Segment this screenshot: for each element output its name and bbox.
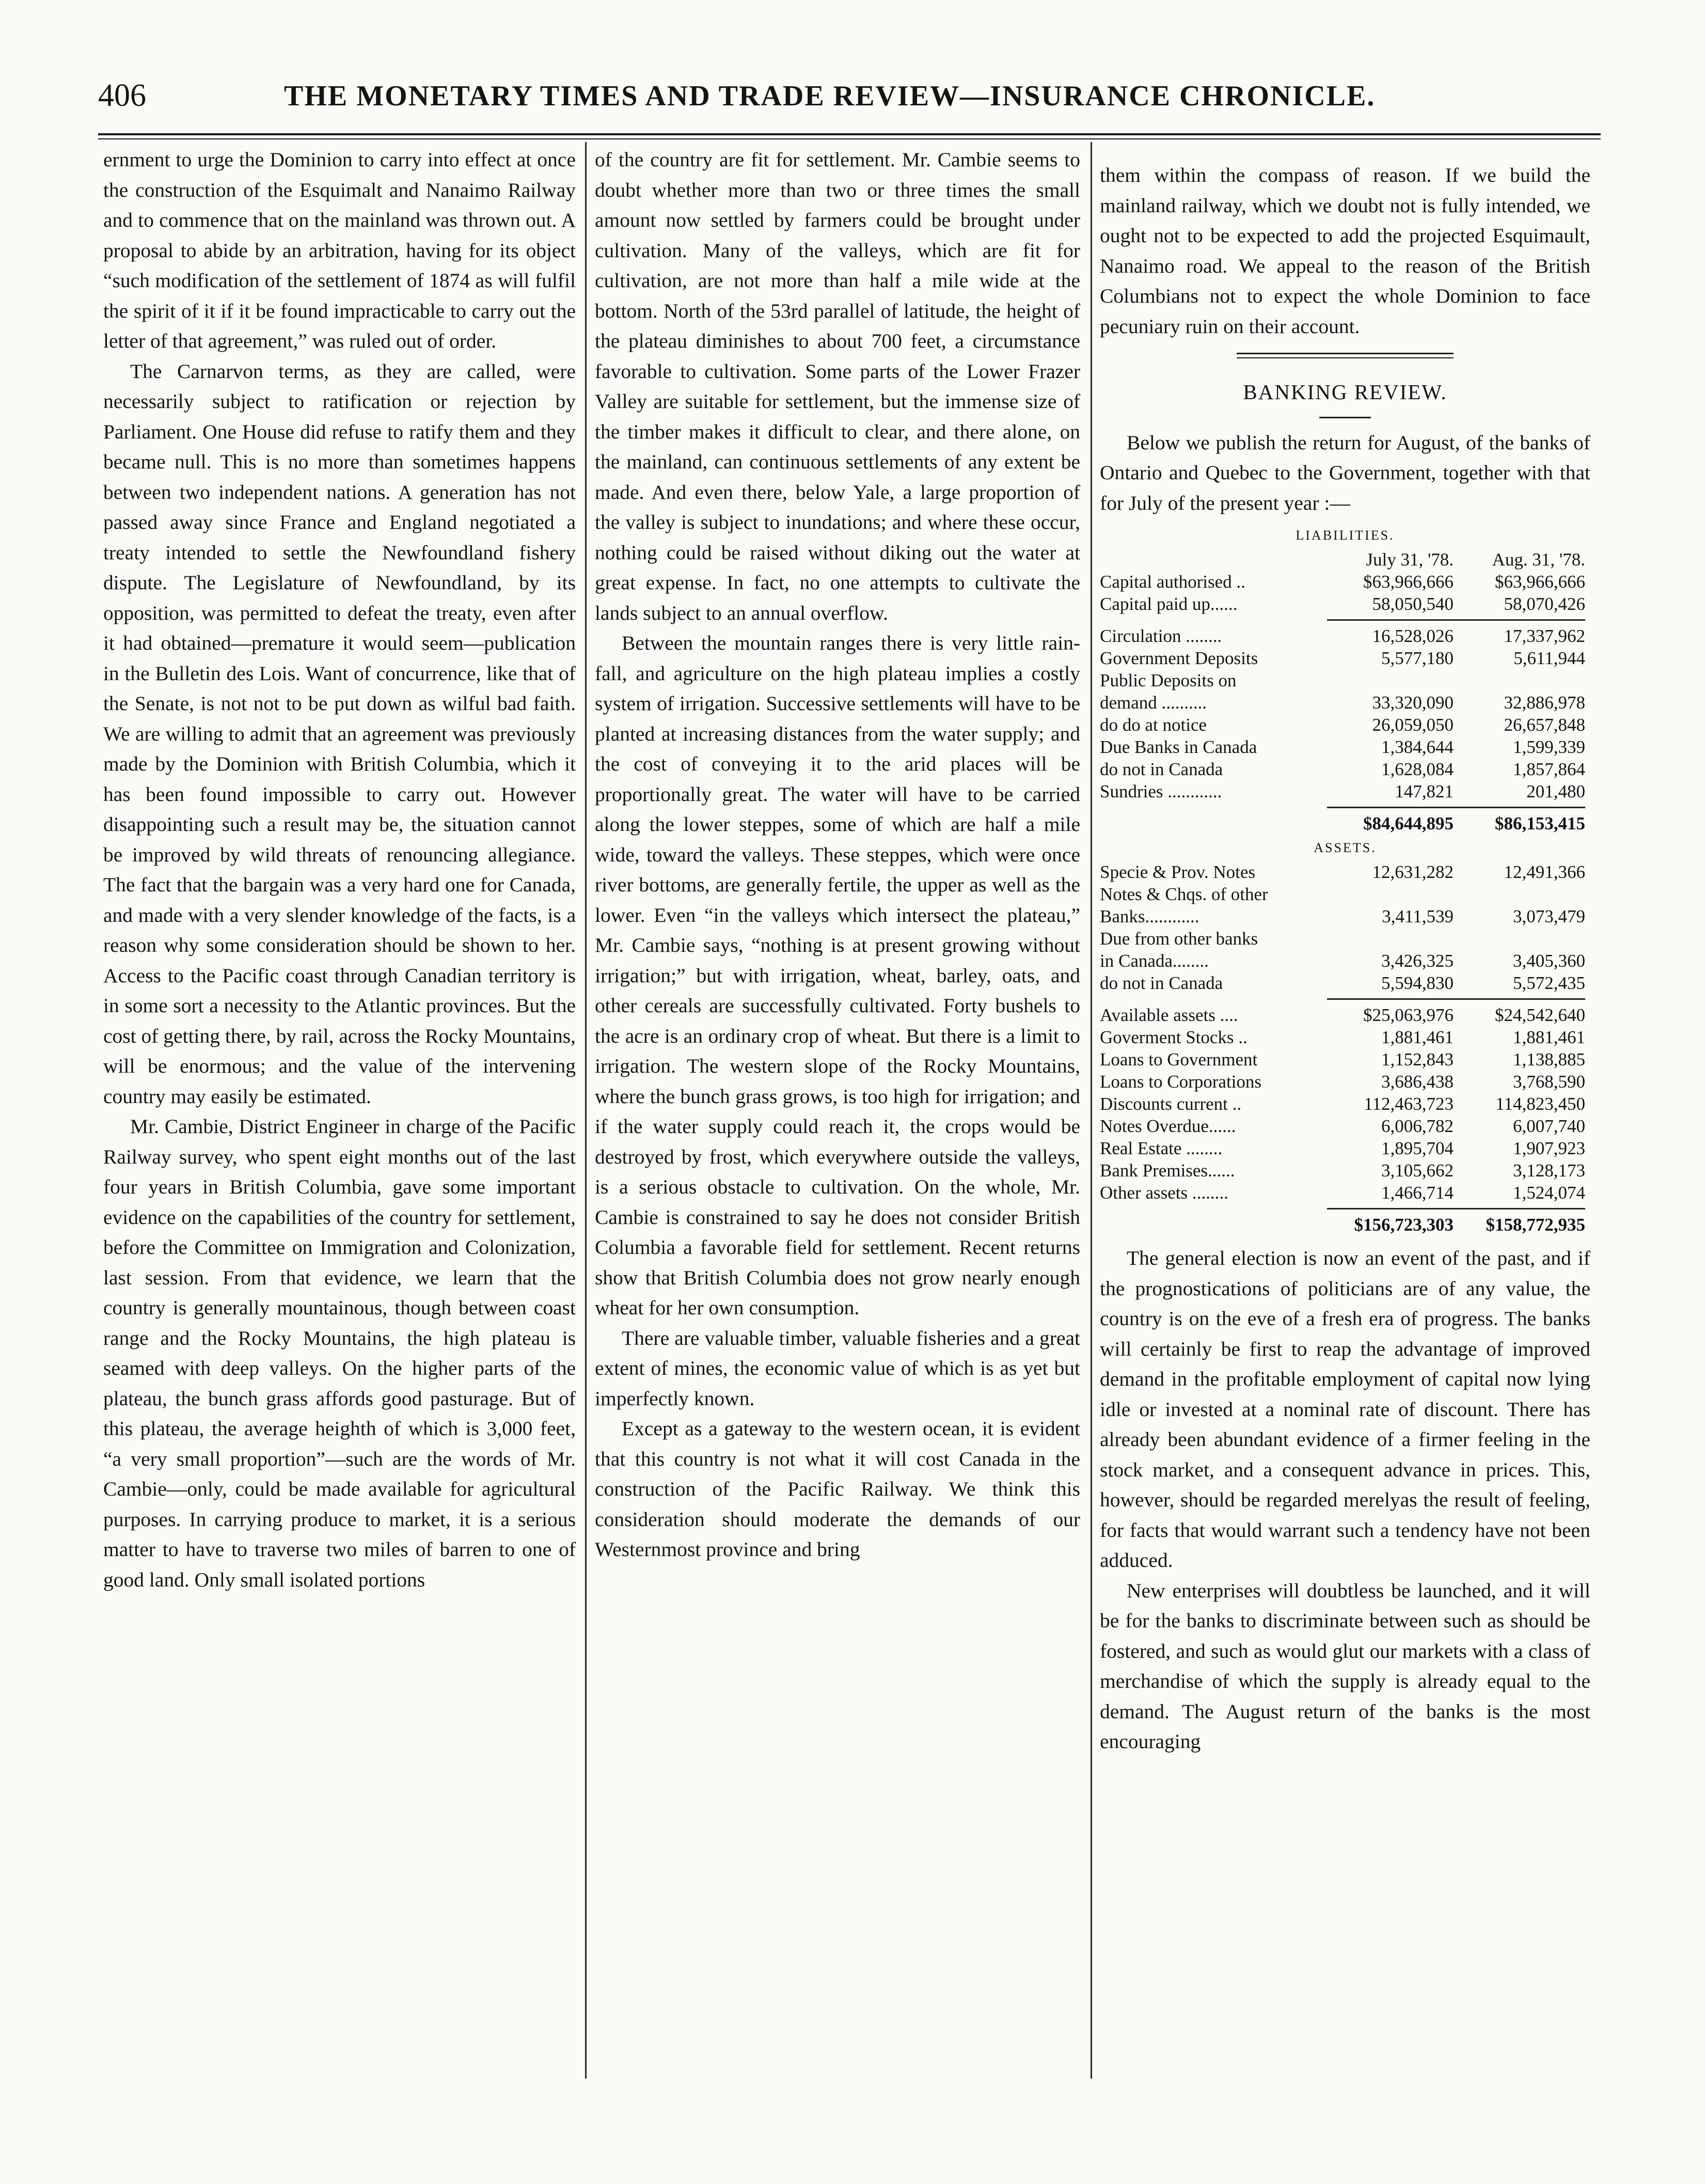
paragraph: Between the mountain ranges there is very little rain-fall, and agriculture on the high plateau implies a costly system of irrigation. Successive settlements will have to be planted at increasing distances from the water supply; and the cost of conveying it to the arid places will be proportionally great. The water will have to be carried along the lower steppes, some of which are half a mile wide, toward the valleys. These steppes, which were once river bottoms, are generally fertile, the upper as well as the lower. Even “in the valleys which intersect the plateau,” Mr. Cambie says, “nothing is at present growing without irrigation;” but with irrigation, wheat, barley, oats, and other cereals are successfully cultivated. Forty bushels to the acre is an ordinary crop of wheat. But there is a limit to irrigation. The western slope of the Rocky Mountains, where the bunch grass grows, is too high for irrigation; and if the water supply could reach it, the crops would be destroyed by frost, which everywhere outside the valleys, is a serious obstacle to cultivation. On the whole, Mr. Cambie is constrained to say he does not consider British Columbia a favorable field for settlement. Recent returns show that British Columbia does not grow nearly enough wheat for her own consumption. [595,632,1080,1319]
august-value: 1,138,885 [1513,1049,1585,1070]
column-header-july: July 31, '78. [1366,549,1454,570]
paragraph: The general election is now an event of the past, and if the prognostications of politicians are of any value, the country is on the eve of a fresh era of progress. The banks will certainly be first to reap the advantage of improved demand in the profitable employment of capital now lying idle or invested at a nominal rate of discount. There has already been abundant evidence of a firmer feeling in the stock market, and a consequent advance in prices. This, however, should be regarded merelyas the result of feeling, for facts that would warrant such a tendency have not been adduced. [1100,1247,1590,1572]
liabilities-total-row [1100,812,1590,835]
liabilities-items [1100,625,1590,803]
july-value: 3,686,438 [1381,1072,1454,1092]
header-rule-top [98,133,1601,135]
paragraph: them within the compass of reason. If we build the mainland railway, which we doubt not is fully intended, we ought not to be expected to add the projected Esquimault, Nanaimo road. We appeal to the reason of the British Columbians not to expect the whole Dominion to face pecuniary ruin on their account. [1100,164,1590,338]
assets-items [1100,861,1590,994]
table-row [1100,758,1590,780]
row-label: Sundries ............ [1100,781,1222,802]
august-value: 3,768,590 [1513,1072,1585,1092]
row-label: Capital authorised .. [1100,572,1245,592]
table-row [1100,714,1590,736]
paragraph: Mr. Cambie, District Engineer in charge of the Pacific Railway survey, who spent eight months out of the last four years in British Columbia, gave some important evidence on the capabilities of the country for settlement, before the Committee on Immigration and Colonization, last session. From that evidence, we learn that the country is generally mountainous, though between coast range and the Rocky Mountains, the high plateau is seamed with deep valleys. On the higher parts of the plateau, the bunch grass affords good pasturage. But of this plateau, the average heighth of which is 3,000 feet, “a very small proportion”—such are the words of Mr. Cambie—only, could be made available for agricultural purposes. In carrying produce to market, it is a serious matter to have to traverse two miles of barren to one of good land. Only small isolated portions [103,1115,576,1591]
column-header-august: Aug. 31, '78. [1492,549,1585,570]
table-row [1100,1137,1590,1159]
table-row [1100,1004,1590,1026]
august-value [1454,883,1585,905]
row-label: Goverment Stocks .. [1100,1027,1248,1047]
row-label: Discounts current .. [1100,1094,1242,1114]
short-rule [1319,417,1371,418]
table-row [1100,647,1590,669]
table-row [1100,950,1590,972]
row-label: Circulation ........ [1100,626,1222,646]
july-value: $25,063,976 [1363,1005,1454,1025]
column-2 [595,145,1080,1565]
july-value [1327,928,1454,950]
assets-total-august: $158,772,935 [1486,1215,1585,1235]
table-row [1100,972,1590,994]
july-value [1327,883,1454,905]
assets-items-2 [1100,1004,1590,1204]
august-value [1454,669,1585,692]
row-label: do not in Canada [1100,973,1223,993]
row-label: in Canada........ [1100,951,1209,971]
july-value [1327,669,1454,692]
table-row [1100,1115,1590,1137]
section-rule [1237,353,1454,358]
july-value: 1,628,084 [1381,759,1454,779]
july-value: 6,006,782 [1381,1116,1454,1136]
august-value: 3,073,479 [1513,906,1585,926]
july-value: 3,426,325 [1381,951,1454,971]
table-row [1100,1093,1590,1115]
table-column-headers [1100,548,1590,571]
row-label: Capital paid up...... [1100,594,1238,614]
table-row [1100,928,1590,950]
column-1 [103,145,576,1595]
row-label: demand .......... [1100,693,1207,713]
table-row [1100,1026,1590,1048]
table-rule [1327,998,1585,1000]
july-value: 3,411,539 [1382,906,1454,926]
august-value: 6,007,740 [1513,1116,1585,1136]
liabilities-total-august: $86,153,415 [1495,813,1585,834]
row-label: Specie & Prov. Notes [1100,862,1256,882]
july-value: 26,059,050 [1372,715,1454,735]
banking-intro: Below we publish the return for August, of the banks of Ontario and Quebec to the Government, together with that for July of the present year :— [1100,431,1590,514]
table-row [1100,1071,1590,1093]
july-value: 1,466,714 [1381,1183,1454,1203]
august-value: 12,491,366 [1504,862,1585,882]
july-value: 58,050,540 [1372,594,1454,614]
paragraph: of the country are fit for settlement. Mr. Cambie seems to doubt whether more than two or three times the small amount now settled by farmers could be brought under cultivation. Many of the valleys, which are fit for cultivation, are not more than half a mile wide at the bottom. North of the 53rd parallel of latitude, the height of the plateau diminishes to about 700 feet, a circumstance favorable to cultivation. Some parts of the Lower Frazer Valley are suitable for settlement, but the immense size of the timber makes it difficult to clear, and there alone, on the mainland, can continuous settlements of any extent be made. And even there, below Yale, a large proportion of the valley is subject to inundations; and where these occur, nothing could be raised without diking out the water at great expense. In fact, no one attempts to cultivate the lands subject to an annual overflow. [595,148,1080,624]
table-row [1100,593,1590,615]
row-label: do do at notice [1100,715,1207,735]
july-value: 1,881,461 [1381,1027,1454,1047]
july-value: 1,384,644 [1381,737,1454,757]
august-value: 1,524,074 [1513,1183,1585,1203]
row-label: Notes & Chqs. of other [1100,884,1268,904]
august-value: 3,128,173 [1513,1160,1585,1181]
august-value: 17,337,962 [1504,626,1585,646]
table-row [1100,625,1590,647]
column-divider-2 [1091,142,1092,2079]
august-value: 1,857,864 [1513,759,1585,779]
table-row [1100,905,1590,928]
row-label: Due Banks in Canada [1100,737,1257,757]
row-label: Notes Overdue...... [1100,1116,1236,1136]
assets-total-july: $156,723,303 [1354,1215,1454,1235]
august-value: $63,966,666 [1495,572,1585,592]
august-value: 1,599,339 [1513,737,1585,757]
row-label: Available assets .... [1100,1005,1238,1025]
august-value: 5,611,944 [1513,648,1585,668]
row-label: Public Deposits on [1100,670,1237,690]
assets-total-row [1100,1214,1590,1236]
july-value: 5,577,180 [1381,648,1454,668]
august-value: 26,657,848 [1504,715,1585,735]
paragraph: There are valuable timber, valuable fisheries and a great extent of mines, the economic value of which is as yet but imperfectly known. [595,1326,1080,1410]
table-row [1100,571,1590,593]
august-value: $24,542,640 [1495,1005,1585,1025]
july-value: 147,821 [1395,781,1454,802]
paragraph: ernment to urge the Dominion to carry into effect at once the construction of the Esquimalt and Nanaimo Railway and to commence that on the mainland was thrown out. A proposal to abide by an arbitration, having for its object “such modification of the settlement of 1874 as will fulfil the spirit of it if it be found impracticable to carry out the letter of that agreement,” was ruled out of order. [103,148,576,352]
page-header [98,77,1596,119]
row-label: Other assets ........ [1100,1183,1228,1203]
table-row [1100,861,1590,883]
august-value: 5,572,435 [1513,973,1585,993]
paragraph: The Carnarvon terms, as they are called, were necessarily subject to ratification or rejection by Parliament. One House did refuse to ratify them and they became null. This is no more than sometimes happens between two independent nations. A generation has not passed away since France and England negotiated a treaty intended to settle the Newfoundland fishery dispute. The Legislature of Newfoundland, by its opposition, was permitted to defeat the treaty, even after it had obtained—premature it would seem—publication in the Bulletin des Lois. Want of concurrence, like that of the Senate, is not not to be put down as wilful bad faith. We are willing to admit that an agreement was previously made by the Dominion with British Columbia, which it has been found impossible to carry out. However disappointing such a result may be, the situation cannot be improved by wild threats of renouncing allegiance. The fact that the bargain was a very hard one for Canada, and made with a very slender knowledge of the facts, is a reason why some consideration should be shown to her. Access to the Pacific coast through Canadian territory is in some sort a necessity to the Atlantic provinces. But the cost of getting there, by rail, across the Rocky Mountains, will be enormous; and the value of the intervening country may easily be estimated. [103,359,576,1108]
liabilities-total-july: $84,644,895 [1363,813,1454,834]
page-number: 406 [98,78,146,113]
august-value: 32,886,978 [1504,693,1585,713]
table-rule [1327,619,1585,621]
row-label: Loans to Government [1100,1049,1258,1070]
row-label: Real Estate ........ [1100,1138,1223,1158]
july-value: 1,152,843 [1381,1049,1454,1070]
august-value: 3,405,360 [1513,951,1585,971]
assets-header: ASSETS. [1314,840,1377,855]
row-label: Banks............ [1100,906,1199,926]
august-value: 1,881,461 [1513,1027,1585,1047]
liabilities-header: LIABILITIES. [1296,528,1395,543]
august-value: 1,907,923 [1513,1138,1585,1158]
july-value: 12,631,282 [1372,862,1454,882]
header-rule-bottom [98,138,1601,139]
july-value: 1,895,704 [1381,1138,1454,1158]
august-value: 58,070,426 [1504,594,1585,614]
row-label: do not in Canada [1100,759,1223,779]
july-value: 5,594,830 [1381,973,1454,993]
august-value: 201,480 [1526,781,1585,802]
liabilities-capital [1100,571,1590,615]
table-row [1100,1159,1590,1182]
july-value: 33,320,090 [1372,693,1454,713]
section-title: BANKING REVIEW. [1243,380,1447,404]
row-label: Due from other banks [1100,929,1258,949]
august-value [1454,928,1585,950]
table-row [1100,736,1590,758]
table-row [1100,669,1590,692]
july-value: 3,105,662 [1381,1160,1454,1181]
column-3 [1100,160,1590,1757]
table-row [1100,883,1590,905]
table-row [1100,1048,1590,1071]
table-row [1100,780,1590,803]
paragraph: Except as a gateway to the western ocean, it is evident that this country is not what it will cost Canada in the construction of the Pacific Railway. We think this consideration should moderate the demands of our Westernmost province and bring [595,1417,1080,1561]
row-label: Government Deposits [1100,648,1258,668]
row-label: Loans to Corporations [1100,1072,1262,1092]
column-divider-1 [585,142,587,2079]
july-value: $63,966,666 [1363,572,1454,592]
table-rule [1327,1208,1585,1209]
row-label: Bank Premises...... [1100,1160,1235,1181]
table-row [1100,1182,1590,1204]
table-rule [1327,807,1585,808]
july-value: 112,463,723 [1364,1094,1454,1114]
table-row [1100,692,1590,714]
banking-table [1100,524,1590,1236]
august-value: 114,823,450 [1495,1094,1585,1114]
paragraph: New enterprises will doubtless be launched, and it will be for the banks to discriminate between such as should be fostered, and such as would glut our markets with a class of merchandise of which the supply is already equal to the demand. The August return of the banks is the most encouraging [1100,1579,1590,1753]
page-title: THE MONETARY TIMES AND TRADE REVIEW—INSURANCE CHRONICLE. [284,80,1376,112]
july-value: 16,528,026 [1372,626,1454,646]
